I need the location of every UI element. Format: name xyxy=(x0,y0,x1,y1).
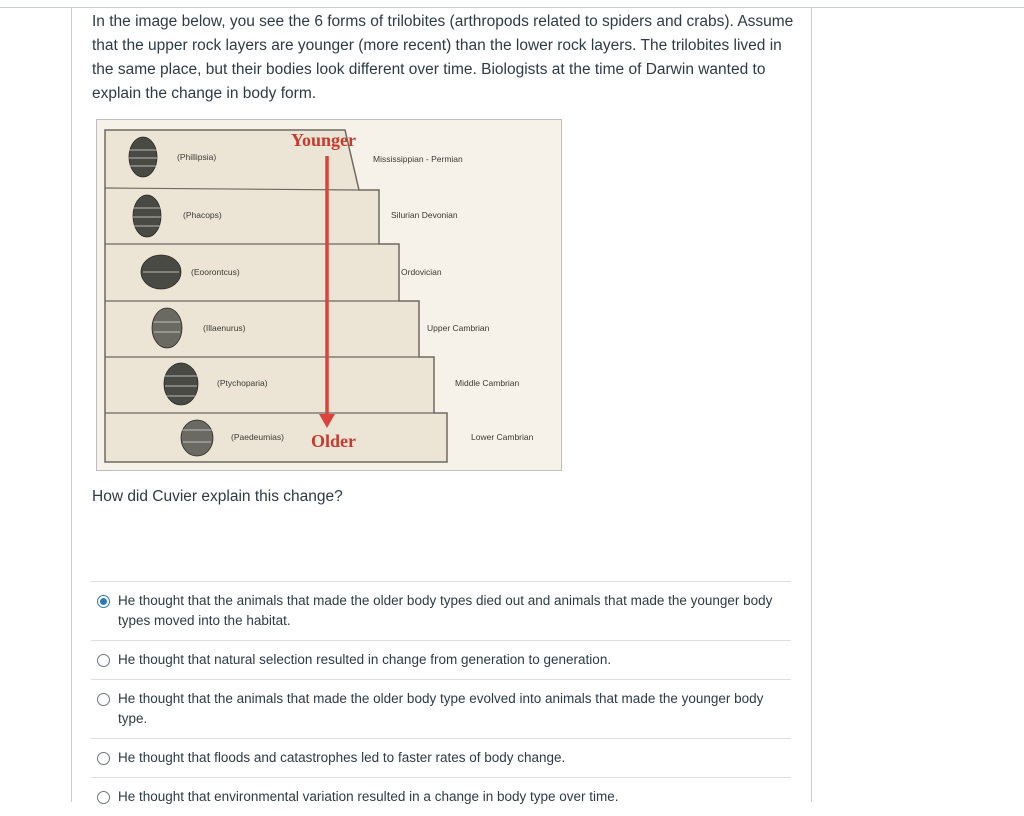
species-label: (Illaenurus) xyxy=(203,323,246,333)
older-label: Older xyxy=(311,431,356,451)
answer-text: He thought that floods and catastrophes led to faster rates of body change. xyxy=(118,750,566,765)
sub-question: How did Cuvier explain this change? xyxy=(92,488,343,505)
answer-text: He thought that environmental variation resulted in a change in body type over time. xyxy=(118,789,619,804)
answer-text: He thought that the animals that made the older body types died out and animals that made the younger body types moved into the habitat. xyxy=(118,593,773,628)
species-label: (Phacops) xyxy=(183,210,222,220)
radio-button[interactable] xyxy=(97,693,110,706)
species-label: (Phillipsia) xyxy=(177,152,217,162)
trilobite-icon xyxy=(181,420,213,456)
radio-button[interactable] xyxy=(97,654,110,667)
period-label: Middle Cambrian xyxy=(455,378,520,388)
species-label: (Paedeumias) xyxy=(231,432,284,442)
trilobite-icon xyxy=(141,255,181,289)
younger-label: Younger xyxy=(291,130,357,150)
trilobite-icon xyxy=(152,308,182,348)
answer-text: He thought that the animals that made the older body type evolved into animals that made the younger body type. xyxy=(118,691,764,726)
period-label: Mississippian - Permian xyxy=(373,154,463,164)
answer-option[interactable] xyxy=(91,679,791,738)
answer-option[interactable] xyxy=(91,581,791,640)
trilobite-icon xyxy=(164,363,198,405)
period-label: Upper Cambrian xyxy=(427,323,490,333)
answer-option[interactable] xyxy=(91,777,791,816)
rock-layers xyxy=(105,130,447,462)
answer-list xyxy=(91,581,791,816)
answer-option[interactable] xyxy=(91,738,791,777)
trilobite-icon xyxy=(129,137,157,177)
period-label: Ordovician xyxy=(401,267,442,277)
species-label: (Eoorontcus) xyxy=(191,267,240,277)
question-prompt: In the image below, you see the 6 forms of trilobites (arthropods related to spiders and crabs). Assume that the upper rock layers are younger (more recent) than the lower rock layers. The trilobites lived in the same place, but their bodies look different over time. Biologists at the time of Darwin wanted to explain the change in body form. xyxy=(92,13,794,102)
trilobite-icon xyxy=(133,195,161,237)
radio-button[interactable] xyxy=(97,752,110,765)
period-label: Lower Cambrian xyxy=(471,432,534,442)
question-card xyxy=(71,8,812,802)
answer-text: He thought that natural selection resulted in change from generation to generation. xyxy=(118,652,612,667)
trilobite-strata-figure xyxy=(96,119,562,471)
radio-button-selected[interactable] xyxy=(97,595,110,608)
species-label: (Ptychoparia) xyxy=(217,378,268,388)
answer-option[interactable] xyxy=(91,640,791,679)
strata-diagram xyxy=(97,120,561,470)
radio-button[interactable] xyxy=(97,791,110,804)
period-label: Silurian Devonian xyxy=(391,210,458,220)
